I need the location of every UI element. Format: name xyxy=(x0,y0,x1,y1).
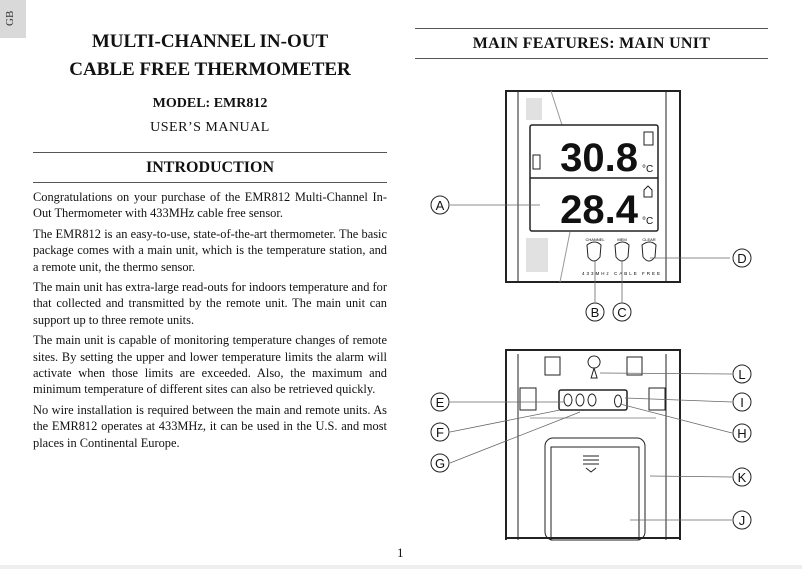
callout-k: K xyxy=(737,470,747,485)
callout-c: C xyxy=(617,305,627,320)
paragraph: Congratulations on your purchase of the EMR812 Multi-Channel In-Out Thermometer with 433MHz cable free sensor. xyxy=(33,190,387,221)
callout-b: B xyxy=(590,305,600,320)
features-heading: MAIN FEATURES: MAIN UNIT xyxy=(472,35,711,52)
model-number: MODEL: EMR812 xyxy=(152,96,268,111)
callout-i: I xyxy=(740,395,744,410)
callout-j: J xyxy=(738,513,746,528)
channel-button-label: CHANNEL xyxy=(585,237,605,242)
front-unit-diagram xyxy=(420,80,760,335)
introduction-heading: INTRODUCTION xyxy=(145,159,274,176)
paragraph: The main unit is capable of monitoring temperature changes of remote sites. By setting the upper and lower temperature limits the alarm will activate when those limits are exceeded. Also, the maximum and minimum temperature of different sites can also be retrieved quickly. xyxy=(33,333,387,397)
back-unit-diagram xyxy=(420,340,760,545)
language-tab xyxy=(0,0,26,38)
callout-g: G xyxy=(434,456,446,471)
page-number: 1 xyxy=(397,545,404,560)
divider xyxy=(415,58,768,59)
indoor-temperature-readout: 28.4 xyxy=(560,188,638,232)
right-column xyxy=(415,28,768,59)
callout-h: H xyxy=(737,426,747,441)
callout-l: L xyxy=(738,367,746,382)
divider xyxy=(33,182,387,183)
callout-e: E xyxy=(435,395,445,410)
unit-celsius: °C xyxy=(642,164,654,175)
divider xyxy=(33,152,387,153)
manual-subtitle: USER’S MANUAL xyxy=(150,120,270,135)
callout-f: F xyxy=(436,425,444,440)
unit-celsius: °C xyxy=(642,216,654,227)
page-edge xyxy=(0,565,802,569)
callout-a: A xyxy=(435,198,445,213)
title-line-1: MULTI-CHANNEL IN-OUT xyxy=(91,31,329,52)
paragraph: The EMR812 is an easy-to-use, state-of-the-art thermometer. The basic package comes with a main unit, which is the temperature station, and a remote unit, the thermo sensor. xyxy=(33,226,387,274)
callout-d: D xyxy=(737,251,747,266)
clear-button-label: CLEAR xyxy=(642,237,656,242)
front-footer-text: 433MHz CABLE FREE xyxy=(581,271,663,276)
left-column xyxy=(33,28,387,455)
mem-button-label: MEM xyxy=(617,237,627,242)
paragraph: The main unit has extra-large read-outs for indoors temperature and for that collected and transmitted by the remote unit. The main unit can support up to three remote units. xyxy=(33,280,387,327)
paragraph: No wire installation is required between the main and remote units. As the EMR812 operates at 433MHz, it can be used in the U.S. and most places in Continental Europe. xyxy=(33,402,387,450)
remote-temperature-readout: 30.8 xyxy=(560,136,638,180)
language-tab-label: GB xyxy=(4,10,16,26)
title-line-2: CABLE FREE THERMOMETER xyxy=(69,59,351,80)
